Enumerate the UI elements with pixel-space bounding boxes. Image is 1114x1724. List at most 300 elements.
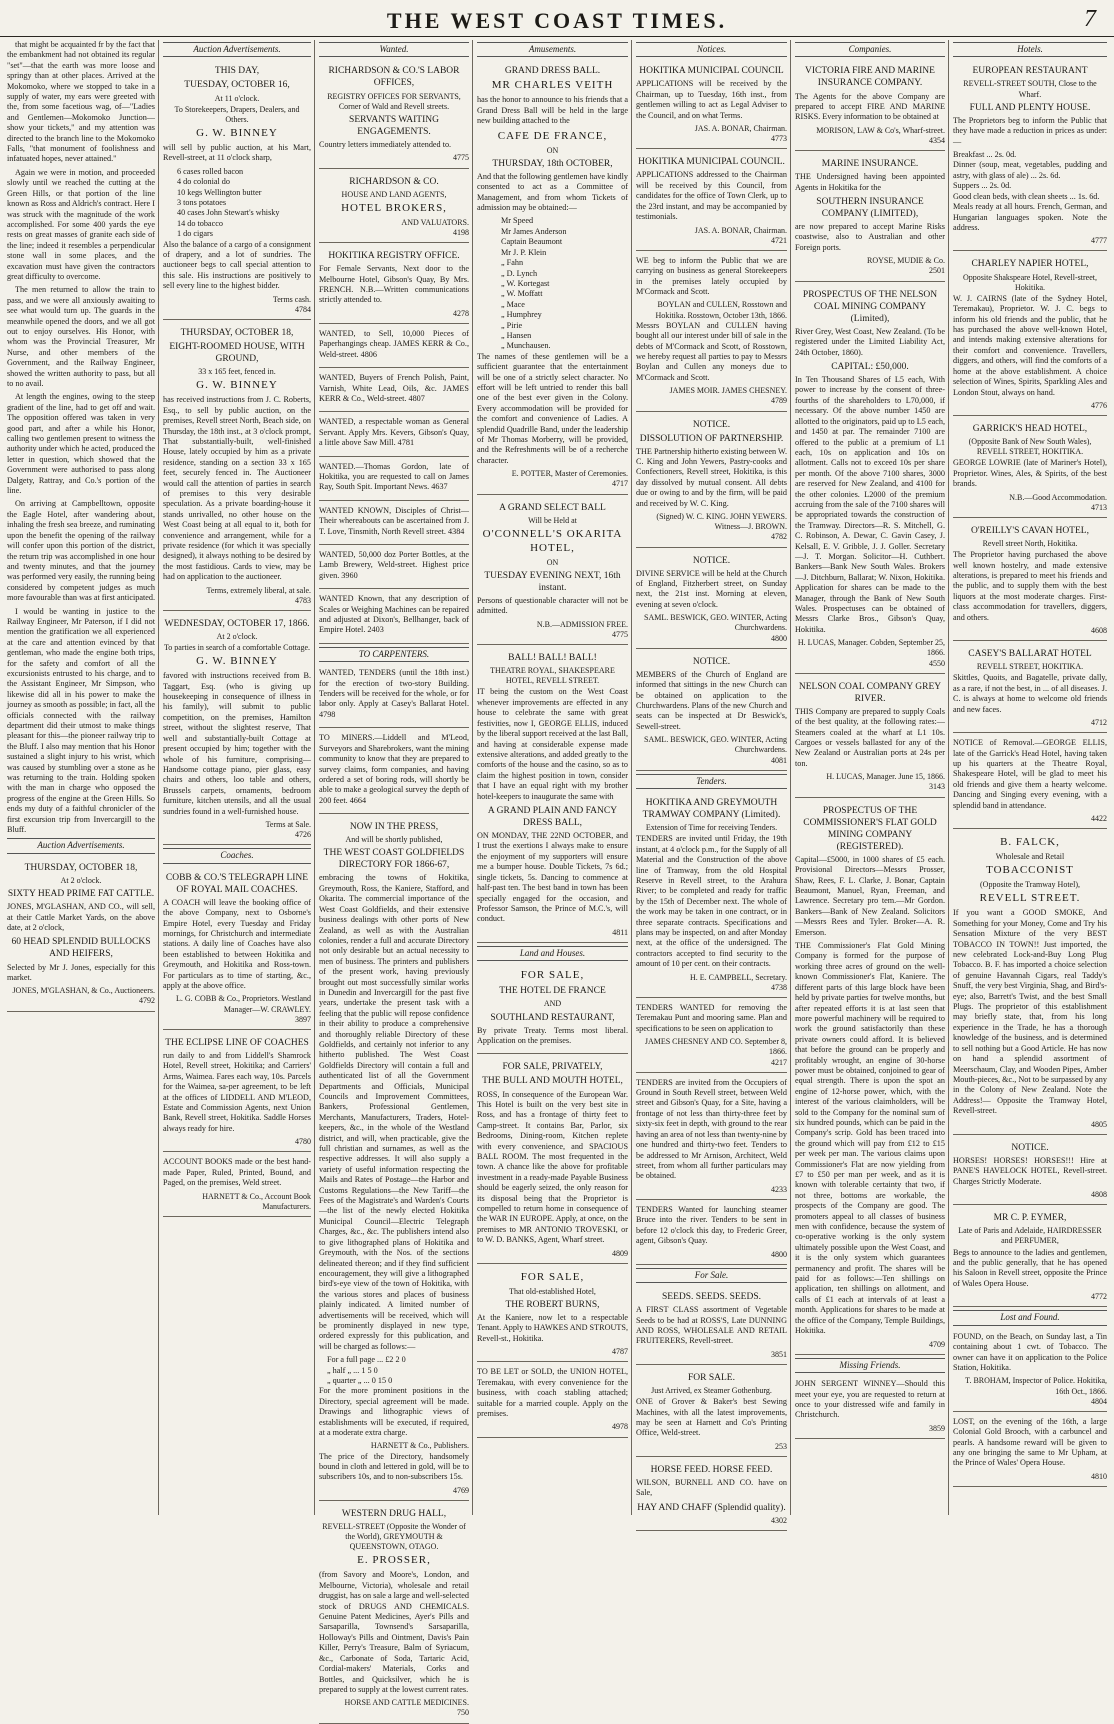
- section-header: Auction Advertisements.: [163, 42, 311, 57]
- ad-headline: SOUTHLAND RESTAURANT,: [490, 1012, 615, 1023]
- section-header: Companies.: [795, 42, 945, 57]
- section-header: Wanted.: [319, 42, 469, 57]
- advertisement: [163, 868, 311, 1030]
- advertisement: [795, 61, 945, 151]
- ad-body: WILSON, BURNELL AND CO. have on Sale,: [636, 1477, 787, 1498]
- committee-member: „ Pirie: [501, 320, 523, 330]
- ad-item: 4 do colonial do: [177, 177, 230, 187]
- ad-subhead: Wholesale and Retail: [995, 852, 1065, 862]
- ad-title: RICHARDSON & CO.'S LABOR OFFICES,: [328, 66, 460, 89]
- section-header: Hotels.: [953, 42, 1107, 57]
- ad-headline: FULL AND PLENTY HOUSE.: [969, 102, 1091, 113]
- ad-subhead: Late of Paris and Adelaide, HAIRDRESSER and PERFUMER,: [958, 1226, 1102, 1246]
- ad-reference: 4800: [771, 633, 787, 643]
- ad-body: THE Partnership hitherto existing between W. C. King and John Yewers, Pastry-cooks and Confectioners, Revell street, Hokitika, is this day dissolved by mutual consent. All debts due or owing to and by the firm, will be paid and received by W. C. King.: [636, 446, 787, 508]
- ad-subhead: REVELL STREET, HOKITIKA.: [976, 662, 1084, 672]
- ad-headline: HOTEL BROKERS,: [341, 201, 447, 214]
- ad-title: MR C. P. EYMER,: [993, 1213, 1067, 1224]
- ad-reference: 4787: [612, 1347, 628, 1357]
- ad-headline: SIXTY HEAD PRIME FAT CATTLE.: [7, 889, 155, 900]
- ad-body: The price of the Directory, handsomely bound in cloth and lettered in gold, will be to subscribers 10s, and to non-subscribers 15s.: [319, 1451, 469, 1482]
- ad-date: TUESDAY, OCTOBER 16,: [184, 80, 290, 91]
- ad-subhead: That old-established Hotel,: [509, 1286, 596, 1296]
- ad-headline: 60 HEAD SPLENDID BULLOCKS AND HEIFERS,: [11, 937, 151, 960]
- ad-title: EUROPEAN RESTAURANT: [972, 66, 1088, 77]
- ad-signature: H. E. CAMPBELL, Secretary.: [689, 972, 787, 982]
- ad-date: THURSDAY, OCTOBER 18,: [24, 862, 138, 873]
- ad-item: 10 kegs Wellington butter: [177, 187, 262, 197]
- advertisement: [477, 1057, 628, 1263]
- advertisement: [636, 551, 787, 649]
- ad-reference: 2501: [929, 266, 945, 276]
- section-header: Coaches.: [163, 848, 311, 863]
- ad-body: Will be Held at: [528, 515, 577, 525]
- ad-headline: REVELL STREET.: [979, 892, 1081, 905]
- advertisement: [795, 677, 945, 798]
- ad-body: WANTED, TENDERS (until the 18th inst.) for the erection of two-story Building. Tenders will be received for the whole, or for labor only. Apply at Casey's Ballarat Hotel. 4798: [319, 668, 469, 719]
- section-header: For Sale.: [636, 1268, 787, 1283]
- ad-signature: N.B.—Good Accommodation.: [1009, 492, 1107, 502]
- ad-on: ON: [546, 557, 559, 567]
- ad-body: ROSS, In consequence of the European War. This Hotel is built on the very best site in Ross, and has a frontage of thirty feet to Camp-street. It contains Bar, Parlor, six Bedrooms, Dining-room, Kitchen replete with every convenience, and SPACIOUS BALL ROOM. The most frequented in the town. A chance like the above for profitable investment in a ready-made Payable Business should be eagerly seized, the only reason for its disposal being that the Proprietor is compelled to return home in consequence of the WAR IN EUROPE. Apply, at once, on the premises to MR ANTONIO TROVESKI, or to W. D. BANKS, Agent, Wharf street.: [477, 1089, 628, 1245]
- ad-subhead: REVELL-STREET SOUTH, Close to the Wharf.: [963, 79, 1097, 99]
- ad-item: 40 cases John Stewart's whisky: [177, 208, 280, 218]
- advertisement: [795, 801, 945, 1355]
- ad-body: ONE of Grover & Baker's best Sewing Machines, with all the latest improvements, may be seen at Harnett and Co's Printing Office, Weld-street.: [636, 1397, 787, 1438]
- ad-item: 1 do cigars: [177, 229, 213, 239]
- ad-title: CHARLEY NAPIER HOTEL,: [971, 259, 1089, 270]
- advertisement: [319, 1504, 469, 1724]
- advertisement: [319, 817, 469, 1501]
- ad-title: THE WEST COAST GOLDFIELDS DIRECTORY FOR 1866-67,: [323, 848, 465, 871]
- ad-title: COBB & CO.'S TELEGRAPH LINE OF ROYAL MAIL COACHES.: [165, 872, 309, 895]
- ad-body: WANTED.—Thomas Gordon, late of Hokitika, you are requested to call on James Ray, South Spit. Important News. 4637: [319, 461, 469, 492]
- ad-headline: A GRAND PLAIN AND FANCY DRESS BALL,: [487, 805, 618, 829]
- ad-body: Country letters immediately attended to.: [319, 139, 452, 149]
- section-header: TO CARPENTERS.: [319, 647, 469, 662]
- ad-body: has received instructions from J. C. Roberts, Esq., to sell by public auction, on the premises, Revell street North, Beach side, on Thursday, the 18th inst., at 3 o'clock prompt, That substantially-built, well-finished House, lately occupied by him as a private residence, standing on a section 33 x 165 feet, securely fenced in. The Auctioneer would call the attention of parties in search of premises to this very desirable speculation. As a private boarding-house it stands unrivalled, no other house on the West Coast being at all equal to it, both for convenience and arrangement, while for a private residence (for which it was specially designed), it always nothing to be desired by the most fastidious. Cards to view, may be had on application to the auctioneer.: [163, 395, 311, 582]
- newspaper-title: THE WEST COAST TIMES.: [386, 8, 728, 33]
- ad-reference: 4302: [771, 1515, 787, 1525]
- ad-body: WANTED, to Sell, 10,000 Pieces of Paperhangings cheap. JAMES KERR & Co., Weld-street. 4806: [319, 328, 469, 359]
- ad-body: In Ten Thousand Shares of L5 each, With power to increase by the consent of three-fourths of the shareholders to L70,000, if necessary. Of the above number 1450 are allotted to the originators, paid up to L5 each, and 1450 at par. The remainder 7100 are offered to the public at a premium of L1 each, 10s on application and 10s on allotment. Calls not to exceed 10s per share per month. Of the above 7100 shares, 3000 are reserved for New Zealand, and 4100 for the other colonies. L2000 of the premium accruing from the sale of the 7100 shares will be appropriated towards the construction of the Tramway. Directors—R. S. Mitchell, G. C. Robinson, A. Dewar, C. Gavin Casey, J. Kelsall, E. V. Gribble, J. J. Goller. Secretary—J. T. Morgan. Solicitor—H. Cuthbert. Bankers—Bank New South Wales. Brokers—J. Ditchburn, Ballarat; W. Nixon, Hokitika. Application for shares can be made to the Manager, through the Bank of New South Wales. Prospectuses can be obtained of Messrs Clarke Bros., Gibson's Quay, Hokitika.: [795, 375, 945, 634]
- ad-reference: 4805: [1091, 1119, 1107, 1129]
- ad-headline: EIGHT-ROOMED HOUSE, WITH GROUND,: [169, 342, 305, 365]
- ad-signature: H. LUCAS, Manager. June 15, 1866.: [826, 772, 945, 782]
- ad-title: RICHARDSON & CO.: [349, 176, 439, 187]
- ad-signature: BOYLAN and CULLEN, Rosstown and Hokitika. Rosstown, October 13th, 1866.: [655, 300, 787, 320]
- ad-headline: MR CHARLES VEITH: [491, 79, 614, 92]
- advertisement: [636, 254, 787, 412]
- ad-body: At the Kaniere, now let to a respectable Tenant. Apply to HAWKES AND STROUTS, Revell-st., Hokitika.: [477, 1312, 628, 1343]
- wanted-notice: [319, 504, 469, 545]
- ad-body: A FIRST CLASS assortment of Vegetable Seeds to be had at ROSS'S, Late DUNNING AND ROSS, WHOLESALE AND RETAIL FRUITERERS, Revell-street.: [636, 1305, 787, 1346]
- advertisement: [636, 652, 787, 771]
- ad-body: River Grey, West Coast, New Zealand. (To be registered under the Limited Liability Act, 24th October, 1860).: [795, 326, 945, 357]
- ad-reference: 4810: [1091, 1471, 1107, 1481]
- ad-body: are now prepared to accept Marine Risks coastwise, also to Australian and other Foreign ports.: [795, 222, 945, 252]
- ad-body: embracing the towns of Hokitika, Greymouth, Ross, the Kaniere, Stafford, and Okarita. The commercial importance of the West Coast Goldfields, and their extensive business dealings with other ports of New Zealand, as well as with the Australian colonies, render a full and accurate Directory not only desirable but an actual necessity to men of business. The printers and publishers of the present work, having previously brought out most successfully similar works in Dunedin and Invercargill for the past five years, undertake the present task with a feeling that the public will repose confidence in their ability to produce a comprehensive and thoroughly reliable Directory of these Goldfields, and certainly not inferior to any hitherto published. The West Coast Goldfields Directory will contain a full and authenticated list of all the Government Departments and Officials, Municipal Councils and Improvement Committees, Bankers, Professional Gentlemen, Merchants, Manufacturers, Traders, Hotel-keepers, &c., in the whole of the Westland district, and will, when practicable, give the full christian and surnames, as well as the respective addresses. It will also supply a variety of useful information respecting the Mails and Rates of Postage—the Harbor and Customs Regulations—the New Tariff—the Fees of the Magistrate's and Warden's Courts—the list of the newly elected Hokitika Municipal Council—Electric Telegraph Charges, &c., &c. The publishers intend also to give lithographed plans of Hokitika and Greymouth, with the Nos. of the sections delineated thereon; and if they find sufficient encouragement, they will give a lithographed bird's-eye view of the town of Hokitika, with the various stores and places of business plainly indicated. A limited number of advertisements will be received, which will be prominently displayed in new type, ordered expressly for this publication, and will be charged as follows:—: [319, 873, 469, 1351]
- ad-signature: JAS. A. BONAR, Chairman.: [694, 225, 787, 235]
- ad-body: Meals ready at all hours. French, German, and Hungarian languages spoken. Note the address.: [953, 202, 1107, 232]
- ad-body: THIS Company are prepared to supply Coals of the best quality, at the following rates:— Steamers coaled at the wharf at L1 10s. Cargoes or vessels ballasted for any of the New Zealand or Australian ports at 24s per ton.: [795, 706, 945, 768]
- ad-title: GARRICK'S HEAD HOTEL,: [972, 424, 1088, 435]
- ad-signature: ROYSE, MUDIE & Co.: [866, 256, 945, 266]
- ad-reference: 4081: [771, 755, 787, 765]
- ad-title: NELSON COAL COMPANY GREY RIVER.: [798, 681, 942, 704]
- committee-list: [477, 216, 628, 351]
- advertisement: [319, 666, 469, 728]
- advertisement: [795, 1377, 945, 1439]
- ad-title: FOR SALE,: [520, 1270, 585, 1283]
- ad-reference: 3897: [295, 1014, 311, 1024]
- ad-on: ON: [546, 145, 559, 155]
- ad-body: JOHN SERGENT WINNEY—Should this meet your eye, you are requested to return at once to your distressed wife and family in Christchurch.: [795, 1379, 945, 1420]
- section-header: Notices.: [636, 42, 787, 57]
- ad-reference: 3859: [929, 1423, 945, 1433]
- ad-signature: JAS. A. BONAR, Chairman.: [694, 124, 787, 134]
- advertisement: [319, 172, 469, 244]
- ad-title: GRAND DRESS BALL.: [504, 66, 601, 77]
- ad-body: AND VALUATORS.: [401, 217, 469, 227]
- ad-body: Capital—£5000, in 1000 shares of £5 each. Provisional Directors—Messrs Prosser, Shaw, Rees, F. L. Clarke, J. Bonar, Captain Beaumont, Manuel, Ryan, Freeman, and Lawrence. Secretary pro tem.—Mr Gordon. Bankers—Bank of New Zealand. Solicitors—Messrs Rees and Tyler. Broker—A. R. Emerson.: [795, 854, 945, 937]
- ad-body: WANTED, Buyers of French Polish, Paint, Varnish, White Lead, Oils, &c. JAMES KERR & Co., Weld-street. 4807: [319, 373, 469, 403]
- story-paragraph: The men returned to allow the train to pass, and we were all anxiously awaiting to see what would turn up. The guards in the meanwhile opened the doors, and we all got out to enjoy ourselves. His Honor, with whom was the Provincial Treasurer, Mr Nurse, and other members of the Government, and the Railway Engineer, showed the written authority to pass, but all to no avail.: [7, 285, 155, 388]
- ad-body: HORSES! HORSES! HORSES!!! Hire at PANE'S HAVELOCK HOTEL, Revell-street. Charges Strictly Moderate.: [953, 1155, 1107, 1186]
- ad-subhead: (Opposite the Tramway Hotel),: [980, 880, 1080, 890]
- ad-reference: 4775: [453, 153, 469, 163]
- ad-body: For Female Servants, Next door to the Melbourne Hotel, Gibson's Quay, By Mrs. FRENCH. N.B.—Written communications strictly attended to.: [319, 264, 469, 305]
- section-header: Amusements.: [477, 42, 628, 57]
- ad-reference: 4278: [453, 308, 469, 318]
- advertisement: [477, 61, 628, 494]
- ad-reference: 4712: [1091, 718, 1107, 728]
- advertisement: [953, 1138, 1107, 1205]
- ad-reference: 4978: [612, 1422, 628, 1432]
- ad-subhead: Extension of Time for receiving Tenders.: [645, 823, 778, 833]
- ad-body: And that the following gentlemen have kindly consented to act as a Committee of Management, and from whom Tickets of admission may be obtained:—: [477, 171, 628, 213]
- advertisement: [953, 644, 1107, 733]
- committee-member: „ Hansen: [501, 330, 532, 340]
- ad-and: AND: [543, 999, 562, 1009]
- ad-reference: 4809: [612, 1248, 628, 1258]
- ad-signature: SAML. BESWICK, GEO. WINTER, Acting Churchwardens.: [644, 735, 787, 755]
- ad-title: NOTICE.: [692, 656, 731, 667]
- ad-venue: THEATRE ROYAL, SHAKESPEARE HOTEL, REVELL STREET.: [490, 666, 615, 686]
- ad-headline: DISSOLUTION OF PARTNERSHIP.: [639, 433, 784, 444]
- ad-title: PROSPECTUS OF THE NELSON COAL MINING COMPANY (Limited),: [802, 289, 938, 324]
- ad-signature: SAML. BESWICK, GEO. WINTER, Acting Churchwardens.: [644, 613, 787, 633]
- ad-body: Begs to announce to the ladies and gentlemen, and the public generally, that he has opened his Saloon in Revell street, opposite the Prince of Wales Opera House.: [953, 1247, 1107, 1288]
- rate-list: [319, 1355, 469, 1386]
- advertisement: [636, 1287, 787, 1365]
- ad-subhead: (Opposite Bank of New South Wales), REVELL STREET, HOKITIKA.: [968, 437, 1092, 457]
- ad-reference: 4777: [1091, 236, 1107, 246]
- ad-body: WANTED, 50,000 doz Porter Bottles, at the Lamb Brewery, Weld-street. Highest price given. 3960: [319, 549, 469, 580]
- ad-reference: 4776: [1091, 400, 1107, 410]
- ad-terms: Terms cash.: [272, 294, 311, 304]
- advertisement: [636, 1368, 787, 1457]
- ad-body: THE Undersigned having been appointed Agents in Hokitika for the: [795, 172, 945, 192]
- advertisement: [953, 419, 1107, 518]
- ad-body: TENDERS are invited from the Occupiers of Ground in South Revell street, between Weld street and Gibson's Quay, for a Site, having a frontage of not less than thirty-three feet by sixty-six feet in depth, with ground to the rear having an area of not less than twenty-nine by one hundred and thirty-two feet. Tenders to be addressed to Mr Arnison, Architect, Weld street, from whom all further particulars may be obtained.: [636, 1077, 787, 1181]
- wanted-notice: [319, 548, 469, 589]
- ad-reference: 4782: [771, 532, 787, 542]
- ad-title: HOKITIKA MUNICIPAL COUNCIL: [639, 66, 784, 77]
- rate-item: „ quarter „ ... 0 15 0: [327, 1375, 393, 1385]
- menu-item: Suppers ... 2s. 0d.: [953, 181, 1012, 191]
- ad-body: WANTED Known, that any description of Scales or Weighing Machines can be repaired and adjusted at Dixon's, Bellhanger, back of Empire Hotel. 2403: [319, 594, 469, 635]
- wanted-notice: [319, 415, 469, 456]
- committee-member: Captain Beaumont: [501, 237, 563, 247]
- ad-reference: 4789: [771, 396, 787, 406]
- ad-body: favored with instructions received from B. Taggart, Esq. (who is giving up housekeeping in consequence of illness in his family), will submit to public competition, on the premises, Hamilton street, without the slightest reserve, That well and substantially-built Cottage at present occupied by him; together with the whole of his furniture, comprising— Handsome cottage piano, pier glass, easy chairs and others, loo table and others, Brussels carpets, ornaments, bedroom furniture, kitchen utensils, and all the usual sundries found in a well-furnished house.: [163, 671, 311, 816]
- ad-subhead: Revell street North, Hokitika.: [982, 539, 1078, 549]
- ad-reference: 4550: [929, 658, 945, 668]
- ad-body: JONES, M'GLASHAN, AND CO., will sell, at their Cattle Market Yards, on the above date, at 2 o'clock,: [7, 902, 155, 932]
- advertisement: [795, 285, 945, 674]
- ad-body: Persons of questionable character will not be admitted.: [477, 595, 628, 616]
- ad-subhead: HOUSE AND LAND AGENTS,: [341, 189, 447, 199]
- section-header: Lost and Found.: [953, 1310, 1107, 1325]
- ad-date: WEDNESDAY, OCTOBER 17, 1866.: [164, 618, 310, 629]
- advertisement: [477, 648, 628, 943]
- committee-member: „ W. Kortegast: [501, 278, 550, 288]
- ad-date: THIS DAY,: [214, 66, 260, 77]
- ad-body: The names of these gentlemen will be a sufficient guarantee that the entertainment will be one of a strictly select character. No effort will be left untried to render this ball one of the best ever given in the Colony. Every accommodation will be provided for the comfort and convenience of Ladies. A splendid Quadrille Band, under the leadership of Mr Thomas Morberry, will be provided, and the Refreshments will be of a recherche character.: [477, 351, 628, 465]
- advertisement: [163, 1033, 311, 1152]
- ad-body: ACCOUNT BOOKS made or the best hand-made Paper, Ruled, Printed, Bound, and Paged, on the premises, Weld street.: [163, 1157, 311, 1188]
- ad-headline: E. PROSSER,: [357, 1554, 431, 1567]
- ad-signature: JONES, M'GLASHAN, & Co., Auctioneers.: [12, 986, 155, 996]
- ad-title: NOTICE.: [692, 419, 731, 430]
- ad-subhead: REGISTRY OFFICES FOR SERVANTS, Corner of Wald and Revell streets.: [327, 91, 461, 111]
- rate-item: For a full page ... £2 2 0: [327, 1355, 406, 1365]
- section-header: Auction Advertisements.: [7, 838, 155, 853]
- ad-signature: L. G. COBB & Co., Proprietors. Westland Manager—W. CRAWLEY.: [176, 994, 311, 1014]
- ad-audience: To parties in search of a comfortable Cottage.: [163, 643, 311, 653]
- advertisement: [636, 152, 787, 250]
- ad-body: MEMBERS of the Church of England are informed that sittings in the new Church can be obtained on application to the Churchwardens. Plans of the new Church and seats can be inspected at Dr Beswick's, Sewell-street.: [636, 669, 787, 731]
- section-header: Land and Houses.: [477, 946, 628, 961]
- ad-body: WANTED, a respectable woman as General Servant. Apply Mrs. Kevers, Gibson's Quay, a little above Saw Mill. 4781: [319, 417, 469, 448]
- ad-date: THURSDAY, 18th OCTOBER,: [492, 158, 613, 169]
- ad-reference: 4800: [771, 1249, 787, 1259]
- column-5: [633, 40, 791, 1525]
- ad-body: The Proprietors beg to inform the Public that they have made a reduction in prices as under:—: [953, 115, 1107, 146]
- wanted-notice: [319, 371, 469, 412]
- ad-reference: 4726: [295, 830, 311, 840]
- ad-body: FOUND, on the Beach, on Sunday last, a Tin containing about 1 cwt. of Tobacco. The owner can have it on application to the Police Station, Hokitika.: [953, 1331, 1107, 1372]
- column-7: [950, 40, 1110, 1515]
- ad-reference: 4775: [612, 629, 628, 639]
- ad-audience: To Storekeepers, Drapers, Dealers, and Others.: [174, 104, 300, 124]
- committee-member: Mr J. P. Klein: [501, 247, 547, 257]
- ad-body: The Proprietor having purchased the above well known hostelry, and made extensive alterations, is prepared to meet his friends and the public, and to supply them with the best liquors at the most moderate charges. First-class accommodation for travellers, diggers, and others.: [953, 550, 1107, 622]
- ad-body: TENDERS WANTED for removing the Teremakau Punt and mooring same. Plan and specifications to be seen on application to: [636, 1002, 787, 1033]
- ad-body: If you want a GOOD SMOKE, And Something for your Money, Come and Try his Sensation Mixture of the very BEST TOBACCO IN TOWN!! Just imported, the new celebrated Lock-and-Buy Long Plug Tobacco. B. F. has imported a choice selection of genuine Havannah Cigars, real Taddy's Snuff, the very best Virginia, Shag, and Bird's-eye; also, Barrett's Twist, and the best Small Plugs. The proprietor of this establishment may briefly state, that, from his long experience in the Trade, he has a thorough knowledge of the business, and is determined to sell nothing but a Good Article. He has now on hand a splendid assortment of Meerschaum, Clay, and Wooden Pipes, Amber Mouth-pieces, &c., Not to be surpassed by any in the Colony of New Zealand. Note the Address!— Opposite the Tramway Hotel, Revell-street.: [953, 908, 1107, 1116]
- advertisement: [636, 1001, 787, 1073]
- committee-member: „ Munchausen.: [501, 341, 551, 351]
- ad-headline: THE BULL AND MOUTH HOTEL,: [482, 1076, 623, 1087]
- ad-reference: 4808: [1091, 1189, 1107, 1199]
- ad-reference: 750: [457, 1708, 469, 1718]
- ad-signature: JAMES CHESNEY AND CO. September 8, 1866.: [644, 1037, 787, 1057]
- ad-title: FOR SALE, PRIVATELY,: [502, 1062, 603, 1073]
- ad-headline: THE HOTEL DE FRANCE: [499, 986, 606, 997]
- ad-body: TO MINERS.—Liddell and M'Leod, Surveyors and Sharebrokers, want the mining community to know that they are prepared to survey claims, form companies, and having ordered a set of boring rods, will shortly be able to make a geological survey the depth of 200 feet. 4664: [319, 733, 469, 805]
- committee-member: „ D. Lynch: [501, 268, 538, 278]
- advertisement: [477, 498, 628, 646]
- menu-item: Good clean beds, with clean sheets ... 1s. 6d.: [953, 191, 1100, 201]
- ad-body: IT being the custom on the West Coast whenever improvements are effected in any house to celebrate the same with great festivities, now I, GEORGE ELLIS, induced by the liberal support received at the last Ball, and having at considerable expense made extensive alterations, and added greatly to the comforts of the house and the casino, so as to claim the highest position in town, consider that I have an equal right with my brother hotel-keepers to inaugurate the same with: [477, 687, 628, 801]
- ad-reference: 4783: [295, 595, 311, 605]
- ad-item: 14 do tobacco: [177, 218, 223, 228]
- ad-body: Messrs BOYLAN and CULLEN having bought all our interest under bill of sale in the debts of M'Cormack and Scott, of Rosstown, we hereby request all parties to pay to Messrs Boylan and Cullen any moneys due to M'Cormack and Scott.: [636, 320, 787, 382]
- ad-headline: NOW IN THE PRESS,: [349, 822, 439, 833]
- ad-signature: HARNETT & Co., Account Book Manufacturers.: [202, 1191, 311, 1211]
- ad-title: HOKITIKA AND GREYMOUTH TRAMWAY COMPANY (Limited).: [642, 798, 781, 821]
- ad-body: W. J. CAIRNS (late of the Sydney Hotel, Teremakau), Proprietor. W. J. C. begs to inform his old friends and the public, that he has purchased the above well-known Hotel, and intends making extensive alterations for their comfort and convenience. Travellers, diggers, and others, will find the comforts of a home at the above establishment. A choice selection of Wines, Spirits, Sparkling Ales and London Stout, always on hand.: [953, 293, 1107, 397]
- ad-reference: 4608: [1091, 626, 1107, 636]
- story-paragraph: I would be wanting in justice to the Railway Engineer, Mr Paterson, if I did not mention the gratification we all experienced at the care and attention evinced by that gentleman, who made the engine both trips, for the safety and comfort of all the excursionists entrusted to his charge, and to the Assistant Engineer, Mr Simpson, who likewise did all in his power to make the journey as smooth as possible; in fact, all the officials connected with the railway department did their utmost to make things pleasant for this—the pioneer railway trip to the Bluff. I also may mention that his Honor sustained a slight injury to his wrist, which was caused by stumbling over a stone as he was returning to the train. Holding spoken with the man in charge who opposed the progress of the engine at the Green Hills. So ends my duty of a faithful chronicler of the first excursion trip from Invercargill to the Bluff.: [7, 606, 155, 835]
- masthead: [0, 6, 1114, 37]
- advertisement: [477, 1365, 628, 1437]
- ad-reference: 4198: [453, 227, 469, 237]
- ad-reference: 4709: [929, 1339, 945, 1349]
- column-2: [160, 40, 315, 1515]
- advertisement: [636, 1203, 787, 1265]
- ad-body: Skittles, Quoits, and Bagatelle, private dally, as a rare, if not the best, in ... of all diseases. J. C. is always at home to welcome old friends and new faces.: [953, 673, 1107, 714]
- ad-body: (from Savory and Moore's, London, and Melbourne, Victoria), wholesale and retail druggist, has on sale a large and well-selected stock of DRUGS AND CHEMICALS. Genuine Patent Medicines, Ayer's Pills and Sarsaparilla, Townsend's Sarsaparilla, Holloway's Pills and Ointment, Davis's Pain Killer, Perry's Treasure, Balm of Syriacum, &c., Carbonate of Soda, Tartaric Acid, Cordial-makers' Materials, Corks and Bottles, and Quicksilver, which he is prepared to supply at the lowest current rates.: [319, 1570, 469, 1694]
- section-header: Tenders.: [636, 774, 787, 789]
- advertisement: [163, 1155, 311, 1217]
- ad-body: By private Treaty. Terms most liberal. Application on the premises.: [477, 1025, 628, 1045]
- ad-title: VICTORIA FIRE AND MARINE INSURANCE COMPANY.: [805, 66, 935, 89]
- committee-member: Mr James Anderson: [501, 226, 567, 236]
- menu-item: Breakfast ... 2s. 0d.: [953, 150, 1017, 160]
- advertisement: [636, 1460, 787, 1531]
- ad-subhead: Opposite Shakspeare Hotel, Revell-street, Hokitika.: [963, 272, 1097, 292]
- ad-body: TENDERS are invited until Friday, the 19th instant, at 4 o'clock p.m., for the Supply of all Material and the Construction of the above line of Tramway, from the old Hospital Reserve in Revell street, to the Arahura River; to be completed and ready for traffic by the 15th of December next. The whole of the work may be taken in one contract, or in three separate contracts. Specifications and plans may be inspected, on and after Monday next, at the office of the undersigned. The contractors accepted to find security to the amount of 10 per cent. on their contracts.: [636, 834, 787, 969]
- menu-list: [953, 150, 1107, 202]
- ad-title: FOR SALE,: [520, 969, 585, 982]
- committee-member: „ Humphrey: [501, 310, 542, 320]
- wanted-notice: [319, 327, 469, 368]
- ad-signature: (Signed) W. C. KING. JOHN YEWERS. Witness—J. BROWN.: [656, 512, 787, 532]
- ad-signature: HARNETT & Co., Publishers.: [370, 1441, 469, 1451]
- ad-date: TUESDAY EVENING NEXT, 16th instant.: [484, 570, 621, 593]
- ad-item: 6 cases rolled bacon: [177, 166, 244, 176]
- advertisement: [163, 323, 311, 611]
- page-number: 7: [1084, 6, 1096, 32]
- ad-body: TO BE LET or SOLD, the UNION HOTEL, Teremakau, with every convenience for the business, with coach stabling attached; suitable for a married couple. Apply on the premises.: [477, 1367, 628, 1418]
- section-header: Missing Friends.: [795, 1358, 945, 1373]
- ad-subhead: REVELL-STREET (Opposite the Wonder of the World), GREYMOUTH & QUEENSTOWN, OTAGO.: [322, 1522, 466, 1552]
- advertisement: [953, 1415, 1107, 1487]
- advertisement: [953, 736, 1107, 829]
- ad-title: SEEDS. SEEDS. SEEDS.: [662, 1292, 761, 1303]
- committee-member: „ Mace: [501, 299, 525, 309]
- ad-body: will sell by public auction, at his Mart, Revell-street, at 11 o'clock sharp,: [163, 142, 311, 163]
- ad-reference: 4717: [612, 479, 628, 489]
- ad-terms: Terms at Sale.: [265, 819, 311, 829]
- ad-signature: N.B.—ADMISSION FREE.: [536, 619, 628, 629]
- ad-terms: Terms, extremely liberal, at sale.: [206, 585, 311, 595]
- advertisement: [636, 793, 787, 998]
- ad-body: ON MONDAY, THE 22ND OCTOBER, and I trust the exertions I always make to ensure the enjoyment of my supporters will ensure me a bumper house. Double Tickets, 7s 6d.; single tickets, 5s. Dancing to commence at half-past ten. The best band in town has been specially engaged for the occasion, and Professor Samson, the Prince of M.C.'s, will conduct.: [477, 831, 628, 924]
- ad-title: O'REILLY'S CAVAN HOTEL,: [971, 525, 1089, 536]
- ad-signature: JAMES MOIR. JAMES CHESNEY.: [669, 386, 787, 396]
- ad-title: BALL! BALL! BALL!: [508, 653, 597, 664]
- advertisement: [636, 61, 787, 149]
- ad-body: WANTED KNOWN, Disciples of Christ—Their whereabouts can be ascertained from J. T. Love, Tinsmith, North Revell street. 4384: [319, 505, 469, 536]
- ad-reference: 4784: [295, 304, 311, 314]
- ad-title: B. FALCK,: [1000, 836, 1060, 849]
- committee-member: „ Fahn: [501, 258, 524, 268]
- ad-time: At 2 o'clock.: [216, 631, 258, 641]
- ad-signature: HORSE AND CATTLE MEDICINES.: [344, 1698, 469, 1708]
- advertisement: [163, 614, 311, 845]
- story-paragraph: On arriving at Campbelltown, opposite the Eagle Hotel, after wandering about, inhaling the fresh sea breeze, and ruminating upon the benefit the opening of the railway will confer upon this portion of the district, the return trip was accomplished in one hour and twenty minutes, and that the journey was performed very easily, the running being considered by competent judges as much more favourable than was at first anticipated.: [7, 499, 155, 603]
- menu-item: Dinner (soup, meat, vegetables, pudding and astry, with glass of ale) ... 2s. 6d.: [953, 160, 1107, 180]
- committee-member: Mr Speed: [501, 216, 534, 226]
- ad-reference: 253: [775, 1441, 787, 1451]
- committee-member: „ W. Moffatt: [501, 289, 543, 299]
- ad-title: HOKITIKA MUNICIPAL COUNCIL.: [638, 157, 785, 168]
- ad-reference: 4233: [771, 1184, 787, 1194]
- ad-body: A COACH will leave the booking office of the above Company, next to Osborne's Empire Hotel, every Tuesday and Friday mornings, for Christchurch and intermediate stations. A daily line of Coaches have also been established to between Hokitika and Greymouth, and Hokitika and Ross-town. For particulars as to time of starting, &c., apply at the above office.: [163, 897, 311, 991]
- ad-body: GEORGE LOWRIE (late of Mariner's Hotel), Proprietor. Wines, Ales, & Spirits, of the best brands.: [953, 458, 1107, 489]
- ad-reference: 4811: [612, 927, 628, 937]
- ad-reference: 4713: [1091, 502, 1107, 512]
- ad-body: TENDERS Wanted for launching steamer Bruce into the river. Tenders to be sent in before 12 o'clock this day, to Frederic Greer, agent, Gibson's Quay.: [636, 1204, 787, 1246]
- ad-headline: THE ROBERT BURNS,: [505, 1299, 600, 1310]
- advertisement: [319, 246, 469, 324]
- ad-body: Also the balance of a cargo of a consignment of drapery, and a lot of sundries. The auctioneer begs to call special attention to this sale. His instructions are positively to sell every line to the highest bidder.: [163, 239, 311, 291]
- ad-title: THE ECLIPSE LINE OF COACHES: [165, 1037, 309, 1048]
- ad-title: PROSPECTUS OF THE COMMISSIONER'S FLAT GOLD MINING COMPANY (REGISTERED).: [803, 805, 937, 852]
- ad-item: 3 tons potatoes: [177, 198, 227, 208]
- ad-auctioneer: G. W. BINNEY: [196, 655, 278, 668]
- advertisement: [953, 1330, 1107, 1412]
- ad-body: APPLICATIONS addressed to the Chairman will be received by this Council, from candidates for the office of Town Clerk, up to the 23rd instant, and may be accompanied by testimonials.: [636, 170, 787, 222]
- ad-reference: 4792: [139, 996, 155, 1006]
- ad-body: has the honor to announce to his friends that a Grand Dress Ball will be held in the large new building attached to the: [477, 95, 628, 126]
- advertisement: [163, 61, 311, 320]
- advertisement: [953, 254, 1107, 416]
- ad-headline: CAPITAL: £50,000.: [831, 362, 909, 373]
- advertisement: [953, 521, 1107, 641]
- advertisement: [477, 965, 628, 1054]
- ad-signature: E. POTTER, Master of Ceremonies.: [511, 469, 628, 479]
- ad-body: APPLICATIONS will be received by the Chairman, up to Tuesday, 16th inst., from gentlemen willing to act as Legal Adviser to the Council, and on what Terms.: [636, 79, 787, 120]
- ad-body: THE Commissioner's Flat Gold Mining Company is formed for the purpose of working three acres of ground on the well-known Commissioner's Flat, Kaniere. The different parts of this large block have been held by private parties for twelve months, but after repeated efforts it is at last seen that more powerful machinery will be required to work the ground satisfactorily than these private owners could afford. It is believed that before the ground can be properly and profitably wrought, an engine of 30-horse power must be obtained, conjoined to gear of equal strength. There is upon the spot an engine of 12-horse power, which, with the interest of the various claimholders, will be sold to the Company for the nominal sum of six hundred pounds, which can be paid in the Company's scrip. Gold has been traced into the ground which will pay from £12 to £15 per week per man. The various claims upon Commissioner's Flat are now yielding from £7 to £50 per man per week, and as it is known with tolerable certainty that two, if not three, bottoms are workable, the prospects of the Company are good. The promoters appeal to all classes of business men with confidence, because the system of co-operative working is the only system ultimately possible upon the West Coast, and it is the only system which guarantees permanency and profit. The shares will be paid for as follows:—Ten shillings on application, ten shillings on allotment, and calls of £1 each at intervals of at least a month. Applications for shares to be made at the office of the Company, Temple Buildings, Hokitika.: [795, 941, 945, 1336]
- ad-subhead: And will be shortly published,: [345, 835, 443, 845]
- ad-title: WESTERN DRUG HALL,: [341, 1508, 447, 1519]
- ad-date: THURSDAY, OCTOBER 18,: [180, 327, 294, 338]
- ad-signature: H. LUCAS, Manager. Cobden, September 25, 1866.: [797, 638, 945, 658]
- ad-headline: SOUTHERN INSURANCE COMPANY (LIMITED),: [816, 196, 924, 220]
- ad-body: WE beg to inform the Public that we are carrying on business as general Storekeepers in the premises lately occupied by M'Cormack and Scott.: [636, 255, 787, 297]
- ad-title: A GRAND SELECT BALL: [499, 502, 606, 513]
- ad-body: LOST, on the evening of the 16th, a large Colonial Gold Brooch, with a carbuncel and pearls. A handsome reward will be given to any one bringing the same to Mr Upham, at the Prince of Wales' Opera House.: [953, 1416, 1107, 1468]
- advertisement: [636, 1076, 787, 1200]
- story-paragraph: that might be acquainted fr by the fact that the embankment had not obtained its regular "set"—that the earth was more loose and springy than at other places. Arrived at the Mokomoko, where we stopped to take in a supply of water, my ears were greeted with the, from some facetious wag, of—"Ladies and Gentlemen—Mokomoko Junction—show your tickets," and my attention was directed to the branch line to the Mokomoko Falls, "that monument of foolishness and infatuated hopes, never attained.": [7, 40, 155, 164]
- advertisement: [319, 61, 469, 168]
- story-paragraph: At length the engines, owing to the steep gradient of the line, had to get off and wait. The opposition offered was taken in very good part, and after a while his Honor, calling two gentlemen present to witness the authority under which he acted, produced the letter in question, which showed that the Government were authorised to pass along Dalgety, Rattray, and Co.'s portion of the line.: [7, 392, 156, 496]
- ad-reference: 3143: [929, 782, 945, 792]
